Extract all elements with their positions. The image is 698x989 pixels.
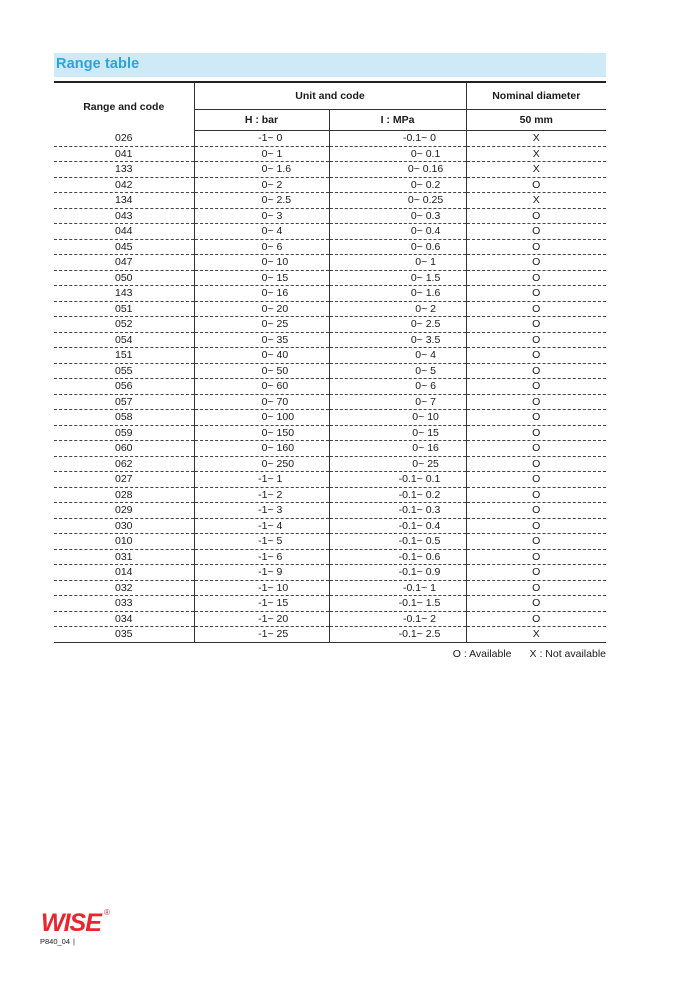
bar-range-cell: -1~ 10 (194, 580, 329, 596)
mpa-range-cell: 0~ 2.5 (329, 317, 466, 333)
mpa-header: I : MPa (329, 110, 466, 131)
mpa-range-cell: 0~ 0.16 (329, 162, 466, 178)
range-code-cell: 032 (54, 580, 194, 596)
table-row (54, 565, 606, 581)
table-row (54, 348, 606, 364)
availability-cell: O (466, 255, 606, 271)
section-title: Range table (56, 56, 140, 72)
table-row (54, 317, 606, 333)
availability-cell: O (466, 410, 606, 426)
availability-cell: X (466, 627, 606, 643)
mpa-range-cell: -0.1~ 0.6 (329, 549, 466, 565)
bar-range-cell: 0~ 250 (194, 456, 329, 472)
availability-cell: O (466, 317, 606, 333)
mpa-range-cell: 0~ 0.1 (329, 146, 466, 162)
availability-cell: O (466, 518, 606, 534)
bar-range-cell: 0~ 2 (194, 177, 329, 193)
nominal-diameter-header: Nominal diameter (466, 83, 606, 110)
range-table-body (54, 131, 606, 643)
document-code-text: P840_04 (40, 937, 71, 946)
bar-range-cell: 0~ 10 (194, 255, 329, 271)
range-code-cell: 057 (54, 394, 194, 410)
range-code-cell: 062 (54, 456, 194, 472)
availability-cell: O (466, 580, 606, 596)
bar-range-cell: -1~ 1 (194, 472, 329, 488)
availability-cell: O (466, 425, 606, 441)
table-row (54, 394, 606, 410)
range-code-header: Range and code (83, 100, 165, 113)
mpa-range-cell: -0.1~ 0.1 (329, 472, 466, 488)
wise-logo (40, 906, 114, 934)
range-code-cell: 059 (54, 425, 194, 441)
table-row (54, 224, 606, 240)
bar-range-cell: -1~ 2 (194, 487, 329, 503)
availability-cell: O (466, 472, 606, 488)
bar-range-cell: 0~ 40 (194, 348, 329, 364)
mpa-range-cell: -0.1~ 0.2 (329, 487, 466, 503)
bar-range-cell: 0~ 16 (194, 286, 329, 302)
availability-cell: X (466, 146, 606, 162)
table-row (54, 270, 606, 286)
range-code-cell: 047 (54, 255, 194, 271)
range-code-cell: 031 (54, 549, 194, 565)
range-code-cell: 041 (54, 146, 194, 162)
bar-range-cell: 0~ 160 (194, 441, 329, 457)
range-code-cell: 151 (54, 348, 194, 364)
mpa-range-cell: 0~ 0.4 (329, 224, 466, 240)
mpa-range-cell: -0.1~ 2 (329, 611, 466, 627)
mpa-range-cell: 0~ 25 (329, 456, 466, 472)
availability-cell: O (466, 596, 606, 612)
range-code-cell: 058 (54, 410, 194, 426)
bar-range-cell: 0~ 15 (194, 270, 329, 286)
availability-cell: O (466, 565, 606, 581)
table-row (54, 363, 606, 379)
table-row (54, 425, 606, 441)
range-code-cell: 060 (54, 441, 194, 457)
bar-range-cell: 0~ 6 (194, 239, 329, 255)
table-row (54, 301, 606, 317)
table-row (54, 255, 606, 271)
range-code-cell: 045 (54, 239, 194, 255)
section-header-bar (54, 53, 606, 77)
mpa-range-cell: -0.1~ 0.5 (329, 534, 466, 550)
table-row (54, 472, 606, 488)
bar-header: H : bar (194, 110, 329, 131)
legend-not-available: X : Not available (529, 648, 606, 660)
range-code-cell: 134 (54, 193, 194, 209)
mpa-range-cell: 0~ 1 (329, 255, 466, 271)
table-row (54, 332, 606, 348)
mpa-range-cell: 0~ 3.5 (329, 332, 466, 348)
availability-cell: O (466, 611, 606, 627)
bar-range-cell: 0~ 70 (194, 394, 329, 410)
availability-cell: O (466, 177, 606, 193)
legend (400, 648, 606, 660)
bar-range-cell: 0~ 1 (194, 146, 329, 162)
mpa-range-cell: -0.1~ 0 (329, 131, 466, 147)
mpa-range-cell: 0~ 0.2 (329, 177, 466, 193)
document-code (40, 937, 75, 946)
table-row (54, 379, 606, 395)
bar-range-cell: 0~ 3 (194, 208, 329, 224)
table-row (54, 518, 606, 534)
range-code-cell: 055 (54, 363, 194, 379)
availability-cell: O (466, 239, 606, 255)
mpa-range-cell: 0~ 0.6 (329, 239, 466, 255)
bar-range-cell: -1~ 5 (194, 534, 329, 550)
bar-range-cell: -1~ 0 (194, 131, 329, 147)
table-row (54, 162, 606, 178)
mpa-range-cell: 0~ 7 (329, 394, 466, 410)
table-row (54, 441, 606, 457)
table-row (54, 503, 606, 519)
mpa-range-cell: -0.1~ 1 (329, 580, 466, 596)
mpa-range-cell: 0~ 6 (329, 379, 466, 395)
table-row (54, 627, 606, 643)
bar-range-cell: 0~ 2.5 (194, 193, 329, 209)
availability-cell: O (466, 503, 606, 519)
mpa-range-cell: -0.1~ 0.3 (329, 503, 466, 519)
bar-range-cell: -1~ 4 (194, 518, 329, 534)
availability-cell: O (466, 332, 606, 348)
mpa-range-cell: -0.1~ 2.5 (329, 627, 466, 643)
mpa-range-cell: 0~ 1.5 (329, 270, 466, 286)
legend-available: O : Available (452, 648, 512, 660)
document-code-separator: | (73, 937, 75, 946)
bar-range-cell: 0~ 4 (194, 224, 329, 240)
table-row (54, 611, 606, 627)
mpa-range-cell: 0~ 2 (329, 301, 466, 317)
range-code-cell: 030 (54, 518, 194, 534)
table-row (54, 410, 606, 426)
mpa-range-cell: 0~ 1.6 (329, 286, 466, 302)
range-code-cell: 056 (54, 379, 194, 395)
range-code-cell: 054 (54, 332, 194, 348)
table-row (54, 146, 606, 162)
availability-cell: O (466, 224, 606, 240)
table-row (54, 177, 606, 193)
range-code-cell: 035 (54, 627, 194, 643)
bar-range-cell: 0~ 35 (194, 332, 329, 348)
mpa-range-cell: 0~ 15 (329, 425, 466, 441)
mpa-range-cell: 0~ 5 (329, 363, 466, 379)
bar-range-cell: 0~ 25 (194, 317, 329, 333)
mpa-range-cell: 0~ 0.25 (329, 193, 466, 209)
bar-range-cell: 0~ 60 (194, 379, 329, 395)
bar-range-cell: -1~ 6 (194, 549, 329, 565)
availability-cell: O (466, 394, 606, 410)
bar-range-cell: -1~ 15 (194, 596, 329, 612)
availability-cell: O (466, 487, 606, 503)
table-row (54, 487, 606, 503)
availability-cell: O (466, 441, 606, 457)
mpa-range-cell: -0.1~ 0.4 (329, 518, 466, 534)
table-row (54, 131, 606, 147)
availability-cell: O (466, 456, 606, 472)
bar-range-cell: 0~ 20 (194, 301, 329, 317)
range-code-cell: 133 (54, 162, 194, 178)
availability-cell: X (466, 162, 606, 178)
mpa-range-cell: 0~ 10 (329, 410, 466, 426)
mpa-range-cell: 0~ 4 (329, 348, 466, 364)
range-code-cell: 029 (54, 503, 194, 519)
availability-cell: O (466, 363, 606, 379)
range-code-cell: 143 (54, 286, 194, 302)
table-row (54, 286, 606, 302)
logo-wordmark: WISE (41, 909, 101, 934)
table-row (54, 208, 606, 224)
table-row (54, 239, 606, 255)
table-row (54, 456, 606, 472)
table-row (54, 596, 606, 612)
availability-cell: O (466, 534, 606, 550)
range-code-cell: 043 (54, 208, 194, 224)
mpa-range-cell: -0.1~ 1.5 (329, 596, 466, 612)
availability-cell: X (466, 131, 606, 147)
availability-cell: O (466, 348, 606, 364)
table-row (54, 580, 606, 596)
table-row (54, 549, 606, 565)
range-code-cell: 042 (54, 177, 194, 193)
table-row (54, 193, 606, 209)
range-code-cell: 010 (54, 534, 194, 550)
range-table (54, 83, 606, 643)
range-code-cell: 051 (54, 301, 194, 317)
availability-cell: O (466, 286, 606, 302)
availability-cell: O (466, 379, 606, 395)
range-code-cell: 026 (54, 131, 194, 147)
bar-range-cell: -1~ 3 (194, 503, 329, 519)
availability-cell: O (466, 301, 606, 317)
range-code-cell: 044 (54, 224, 194, 240)
table-row (54, 534, 606, 550)
availability-cell: X (466, 193, 606, 209)
bar-range-cell: -1~ 25 (194, 627, 329, 643)
range-code-cell: 050 (54, 270, 194, 286)
registered-mark: ® (104, 908, 110, 917)
availability-cell: O (466, 549, 606, 565)
mpa-range-cell: 0~ 0.3 (329, 208, 466, 224)
bar-range-cell: 0~ 100 (194, 410, 329, 426)
bar-range-cell: -1~ 20 (194, 611, 329, 627)
mpa-range-cell: -0.1~ 0.9 (329, 565, 466, 581)
range-code-cell: 027 (54, 472, 194, 488)
range-code-cell: 052 (54, 317, 194, 333)
range-code-cell: 014 (54, 565, 194, 581)
bar-range-cell: 0~ 50 (194, 363, 329, 379)
bar-range-cell: -1~ 9 (194, 565, 329, 581)
range-code-cell: 034 (54, 611, 194, 627)
availability-cell: O (466, 270, 606, 286)
unit-code-header: Unit and code (194, 83, 466, 110)
availability-cell: O (466, 208, 606, 224)
bar-range-cell: 0~ 150 (194, 425, 329, 441)
range-code-cell: 028 (54, 487, 194, 503)
mpa-range-cell: 0~ 16 (329, 441, 466, 457)
range-code-cell: 033 (54, 596, 194, 612)
diameter-header: 50 mm (466, 110, 606, 131)
bar-range-cell: 0~ 1.6 (194, 162, 329, 178)
